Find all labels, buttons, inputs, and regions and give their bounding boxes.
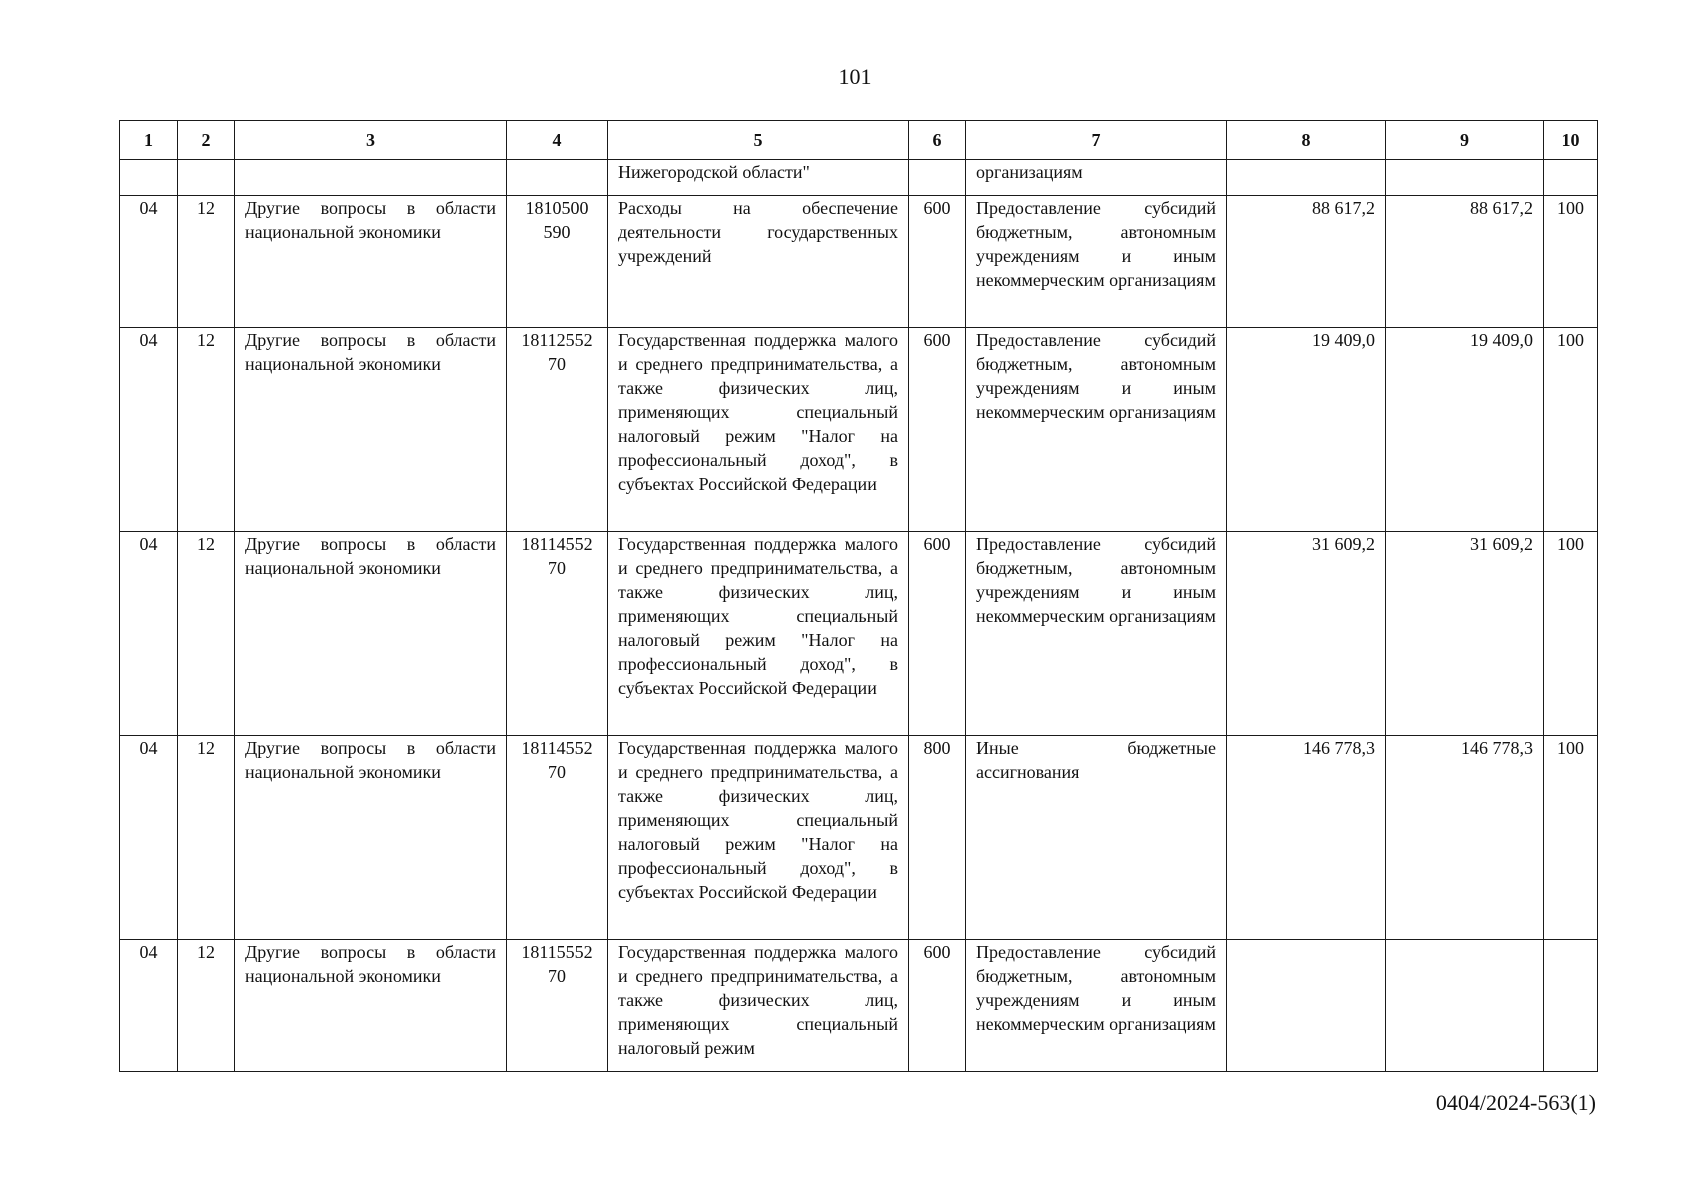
budget-table [119, 120, 1598, 1072]
document-code: 0404/2024-563(1) [1435, 1090, 1596, 1115]
target-article-name: Государственная поддержка малого и среднего предпринимательства, а также физических лиц, применяющих специальный налоговый режим "Налог на профессиональный доход", в субъектах Российской Федерации [608, 532, 909, 736]
table-row [120, 532, 1598, 736]
section-code: 04 [120, 940, 178, 1072]
target-article-code [507, 328, 608, 532]
expense-type-name: Предоставление субсидий бюджетным, автономным учреждениям и иным некоммерческим организациям [966, 940, 1227, 1072]
subsection-name: Другие вопросы в области национальной экономики [235, 196, 507, 328]
section-code: 04 [120, 532, 178, 736]
section-code: 04 [120, 196, 178, 328]
execution-percent: 100 [1544, 736, 1598, 940]
target-article-code [507, 940, 608, 1072]
page-number: 101 [838, 64, 872, 89]
header-col-2: 2 [178, 121, 235, 160]
table-row [120, 736, 1598, 940]
header-col-5: 5 [608, 121, 909, 160]
executed-amount: 31 609,2 [1386, 532, 1544, 736]
section-code: 04 [120, 736, 178, 940]
expense-type-name: Предоставление субсидий бюджетным, автономным учреждениям и иным некоммерческим организациям [966, 328, 1227, 532]
continuation-row [120, 160, 1598, 196]
target-article-code-part1: 18114552 [521, 738, 593, 758]
subsection-code: 12 [178, 532, 235, 736]
execution-percent: 100 [1544, 196, 1598, 328]
continuation-description: Нижегородской области" [608, 160, 909, 196]
expense-type-code: 600 [909, 328, 966, 532]
target-article-code-part2: 70 [548, 762, 566, 782]
target-article-code-part2: 70 [548, 558, 566, 578]
table-row [120, 328, 1598, 532]
target-article-code-part2: 70 [548, 966, 566, 986]
header-col-4: 4 [507, 121, 608, 160]
planned-amount [1227, 940, 1386, 1072]
target-article-name: Государственная поддержка малого и среднего предпринимательства, а также физических лиц, применяющих специальный налоговый режим "Налог на профессиональный доход", в субъектах Российской Федерации [608, 736, 909, 940]
header-col-1: 1 [120, 121, 178, 160]
target-article-name: Государственная поддержка малого и среднего предпринимательства, а также физических лиц, применяющих специальный налоговый режим "Налог на профессиональный доход", в субъектах Российской Федерации [608, 328, 909, 532]
target-article-code-part2: 70 [548, 354, 566, 374]
execution-percent: 100 [1544, 532, 1598, 736]
header-col-10: 10 [1544, 121, 1598, 160]
header-col-3: 3 [235, 121, 507, 160]
expense-type-code: 600 [909, 196, 966, 328]
header-col-6: 6 [909, 121, 966, 160]
target-article-code [507, 736, 608, 940]
planned-amount: 88 617,2 [1227, 196, 1386, 328]
expense-type-code: 800 [909, 736, 966, 940]
planned-amount: 31 609,2 [1227, 532, 1386, 736]
section-code: 04 [120, 328, 178, 532]
cell-empty [1227, 160, 1386, 196]
cell-empty [909, 160, 966, 196]
cell-empty [235, 160, 507, 196]
expense-type-name: Предоставление субсидий бюджетным, автономным учреждениям и иным некоммерческим организациям [966, 532, 1227, 736]
planned-amount: 19 409,0 [1227, 328, 1386, 532]
executed-amount: 19 409,0 [1386, 328, 1544, 532]
table-row [120, 196, 1598, 328]
target-article-code-part2: 590 [543, 222, 571, 242]
cell-empty [178, 160, 235, 196]
target-article-code-part1: 1810500 [525, 198, 589, 218]
target-article-code [507, 196, 608, 328]
target-article-code-part1: 18114552 [521, 534, 593, 554]
target-article-name: Расходы на обеспечение деятельности государственных учреждений [608, 196, 909, 328]
target-article-code-part1: 18112552 [521, 330, 593, 350]
cell-empty [1544, 160, 1598, 196]
header-col-7: 7 [966, 121, 1227, 160]
cell-empty [120, 160, 178, 196]
continuation-expense-type: организациям [966, 160, 1227, 196]
subsection-name: Другие вопросы в области национальной экономики [235, 736, 507, 940]
execution-percent: 100 [1544, 328, 1598, 532]
expense-type-name: Иные бюджетные ассигнования [966, 736, 1227, 940]
target-article-code-part1: 18115552 [521, 942, 593, 962]
subsection-code: 12 [178, 196, 235, 328]
execution-percent [1544, 940, 1598, 1072]
subsection-code: 12 [178, 940, 235, 1072]
executed-amount: 88 617,2 [1386, 196, 1544, 328]
header-col-9: 9 [1386, 121, 1544, 160]
header-col-8: 8 [1227, 121, 1386, 160]
executed-amount [1386, 940, 1544, 1072]
table-row [120, 940, 1598, 1072]
header-row [120, 121, 1598, 160]
budget-table-container [119, 120, 1597, 1072]
expense-type-code: 600 [909, 532, 966, 736]
cell-empty [1386, 160, 1544, 196]
expense-type-name: Предоставление субсидий бюджетным, автономным учреждениям и иным некоммерческим организациям [966, 196, 1227, 328]
subsection-name: Другие вопросы в области национальной экономики [235, 328, 507, 532]
subsection-code: 12 [178, 736, 235, 940]
expense-type-code: 600 [909, 940, 966, 1072]
target-article-code [507, 532, 608, 736]
subsection-code: 12 [178, 328, 235, 532]
subsection-name: Другие вопросы в области национальной экономики [235, 940, 507, 1072]
target-article-name: Государственная поддержка малого и среднего предпринимательства, а также физических лиц, применяющих специальный налоговый режим [608, 940, 909, 1072]
cell-empty [507, 160, 608, 196]
subsection-name: Другие вопросы в области национальной экономики [235, 532, 507, 736]
planned-amount: 146 778,3 [1227, 736, 1386, 940]
executed-amount: 146 778,3 [1386, 736, 1544, 940]
